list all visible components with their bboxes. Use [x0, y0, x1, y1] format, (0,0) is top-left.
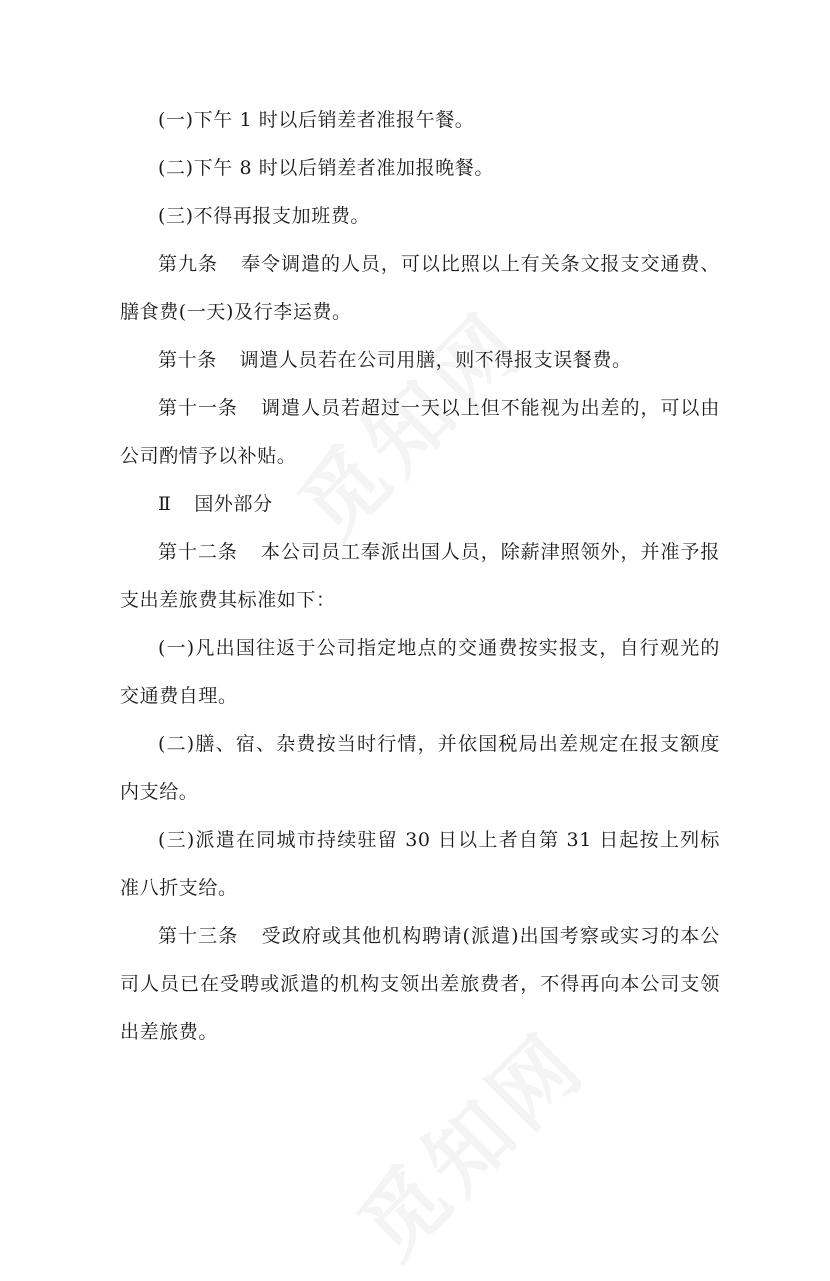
paragraph-text: 调遣人员若超过一天以上但不能视为出差的，可以由公司酌情予以补贴。: [120, 397, 720, 467]
section-title: 国外部分: [194, 493, 273, 515]
document-body: [120, 96, 720, 1056]
article-paragraph: [120, 240, 720, 336]
paragraph-text: 奉令调遣的人员，可以比照以上有关条文报支交通费、膳食费(一天)及行李运费。: [120, 253, 720, 323]
paragraph-list-item: [120, 96, 720, 144]
article-heading: 第十一条: [158, 397, 238, 419]
article-paragraph: [120, 336, 720, 384]
paragraph-text: 受政府或其他机构聘请(派遣)出国考察或实习的本公司人员已在受聘或派遣的机构支领出差旅费者，不得再向本公司支领出差旅费。: [120, 925, 720, 1043]
article-paragraph: [120, 384, 720, 480]
article-heading: 第十条: [158, 349, 217, 371]
section-number: Ⅱ: [158, 493, 172, 515]
article-paragraph: [120, 528, 720, 624]
section-heading: [120, 480, 720, 528]
paragraph-list-item: [120, 720, 720, 816]
article-heading: 第十三条: [158, 925, 239, 947]
paragraph-text: (二)膳、宿、杂费按当时行情，并依国税局出差规定在报支额度内支给。: [120, 733, 720, 803]
paragraph-list-item: [120, 624, 720, 720]
paragraph-list-item: [120, 192, 720, 240]
paragraph-text: (一)凡出国往返于公司指定地点的交通费按实报支，自行观光的交通费自理。: [120, 637, 720, 707]
article-paragraph: [120, 912, 720, 1056]
paragraph-list-item: [120, 144, 720, 192]
paragraph-text: 本公司员工奉派出国人员，除薪津照领外，并准予报支出差旅费其标准如下：: [120, 541, 720, 611]
paragraph-list-item: [120, 816, 720, 912]
paragraph-text: (一)下午 1 时以后销差者准报午餐。: [158, 109, 475, 131]
paragraph-text: (三)派遣在同城市持续驻留 30 日以上者自第 31 日起按上列标准八折支给。: [120, 829, 720, 899]
article-heading: 第十二条: [158, 541, 238, 563]
paragraph-text: (三)不得再报支加班费。: [158, 205, 371, 227]
paragraph-text: (二)下午 8 时以后销差者准加报晚餐。: [158, 157, 494, 179]
paragraph-text: 调遣人员若在公司用膳，则不得报支误餐费。: [239, 349, 632, 371]
article-heading: 第九条: [158, 253, 218, 275]
